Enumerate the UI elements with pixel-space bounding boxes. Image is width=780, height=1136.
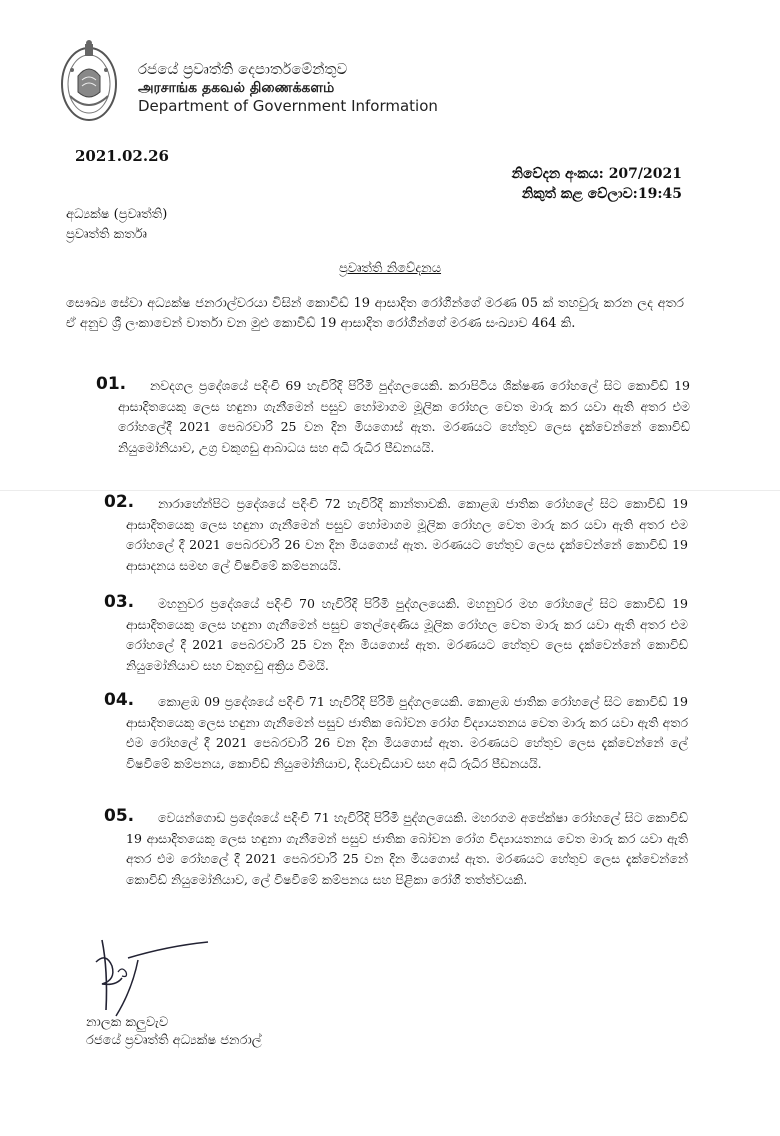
release-time: නිකුත් කළ වේලාව:19:45 [521, 186, 682, 202]
item-number: 01. [96, 374, 127, 394]
death-record-item [104, 808, 688, 890]
item-number: 02. [104, 492, 135, 512]
intro-paragraph: සෞඛ්‍ය සේවා අධ්‍යක්ෂ ජනරාල්වරයා විසින් කොවිඩ් 19 ආසාදිත රෝගීන්ගේ මරණ 05 ක් තහවුරු කරන ලද අතර ඒ අනුව ශ්‍රී ලංකාවෙන් වාර්තා වන මුළු කොවිඩ් 19 ආසාදිත රෝගීන්ගේ මරණ සංඛ්‍යාව 464 කි. [66, 296, 684, 331]
handwritten-signature [88, 930, 218, 1020]
death-record-item [96, 376, 690, 458]
item-text: නවදගල ප්‍රදේශයේ පදිංචි 69 හැවිරිදි පිරිමි පුද්ගලයෙකි. කරාපිටිය ශික්ෂණ රෝහලේ සිට කොවිඩ් 19 ආසාදිතයෙකු ලෙස හඳුනා ගැනීමෙන් පසුව හෝමාගම මූලික රෝහල වෙත මාරු කර යවා ඇති අතර එම රෝහලේදී 2021 පෙබරවාරි 25 වන දින මියගොස් ඇත. මරණයට හේතුව ලෙස දැක්වෙන්නේ කොවිඩ් නියුමෝනියාව, උග්‍ර වකුගඩු ආබාධය සහ අධි රුධිර පීඩනයයි. [118, 378, 690, 455]
item-text: මහනුවර ප්‍රදේශයේ පදිංචි 70 හැවිරිදි පිරිමි පුද්ගලයෙකි. මහනුවර මහ රෝහලේ සිට කොවිඩ් 19 ආසාදිතයෙකු ලෙස හඳුනා ගැනීමෙන් පසුව තෙල්දෙණිය මූලික රෝහල වෙත මාරු කර යවා ඇති අතර එම රෝහලේ දී 2021 පෙබරවාරි 25 වන දින මියගොස් ඇත. මරණයට හේතුව ලෙස දැක්වෙන්නේ කොවිඩ් නියුමෝනියාව සහ වකුගඩු අක්‍රිය වීමයි. [126, 596, 688, 673]
death-record-item [104, 594, 688, 676]
addressee-line-1: අධ්‍යක්ෂ (ප්‍රවෘත්ති) [66, 207, 168, 222]
item-text: කොළඹ 09 ප්‍රදේශයේ පදිංචි 71 හැවිරිදි පිරිමි පුද්ගලයෙකි. කොළඹ ජාතික රෝහලේ සිට කොවිඩ් 19 ආසාදිතයෙකු ලෙස හඳුනා ගැනීමෙන් පසුව ජාතික බෝවන රෝග විද්‍යායතනය වෙත මාරු කර යවා ඇති අතර එම රෝහලේ දී 2021 පෙබරවාරි 26 වන දින මියගොස් ඇත. මරණයට හේතුව ලෙස දැක්වෙන්නේ ලේ විෂවීමේ කම්පනය, කොවිඩ් නියුමෝනියාව, දියවැඩියාව සහ අධි රුධිර පීඩනයයි. [126, 694, 688, 771]
dept-name-tamil: அரசாங்க தகவல் திணைக்களம் [138, 80, 335, 96]
government-seal-icon [58, 40, 120, 124]
document-date: 2021.02.26 [75, 147, 169, 165]
item-number: 03. [104, 592, 135, 612]
dept-name-english: Department of Government Information [138, 97, 438, 115]
item-number: 04. [104, 690, 135, 710]
page-fold-divider [0, 490, 780, 491]
item-number: 05. [104, 806, 135, 826]
item-text: නාරාහේන්පිට ප්‍රදේශයේ පදිංචි 72 හැවිරිදි කාන්තාවකි. කොළඹ ජාතික රෝහලේ සිට කොවිඩ් 19 ආසාදිතයෙකු ලෙස හඳුනා ගැනීමෙන් පසුව හෝමාගම මූලික රෝහල වෙත මාරු කර යවා ඇති අතර එම රෝහලේ දී 2021 පෙබරවාරි 26 වන දින මියගොස් ඇත. මරණයට හේතුව ලෙස දැක්වෙන්නේ කොවිඩ් 19 ආසාදනය සමඟ ලේ විෂවීමේ කම්පනයයි. [126, 496, 688, 573]
dept-name-sinhala: රජයේ ප්‍රවෘත්ති දෙපාර්තමේන්තුව [138, 60, 348, 78]
notice-number: නිවේදන අංකය: 207/2021 [511, 166, 682, 182]
death-record-item [104, 692, 688, 774]
document-title [0, 261, 780, 276]
document-title-text: ප්‍රවෘත්ති නිවේදනය [338, 261, 442, 276]
addressee-line-2: ප්‍රවෘත්ති කර්තෘ [66, 227, 147, 242]
signatory-designation: රජයේ ප්‍රවෘත්ති අධ්‍යක්ෂ ජනරාල් [86, 1033, 262, 1048]
death-record-item [104, 494, 688, 576]
signatory-name: නාලක කලුවැව [86, 1015, 169, 1030]
item-text: වෙයන්ගොඩ ප්‍රදේශයේ පදිංචි 71 හැවිරිදි පිරිමි පුද්ගලයෙකි. මහරගම අපේක්ෂා රෝහලේ සිට කොවිඩ් 19 ආසාදිතයෙකු ලෙස හඳුනා ගැනීමෙන් පසුව ජාතික බෝවන රෝග විද්‍යායතනය වෙත මාරු කර යවා ඇති අතර එම රෝහලේ දී 2021 පෙබරවාරි 25 වන දින මියගොස් ඇත. මරණයට හේතුව ලෙස දැක්වෙන්නේ කොවිඩ් නියුමෝනියාව, ලේ විෂවීමේ කම්පනය සහ පිළිකා රෝගී තත්ත්වයකි. [126, 810, 688, 887]
